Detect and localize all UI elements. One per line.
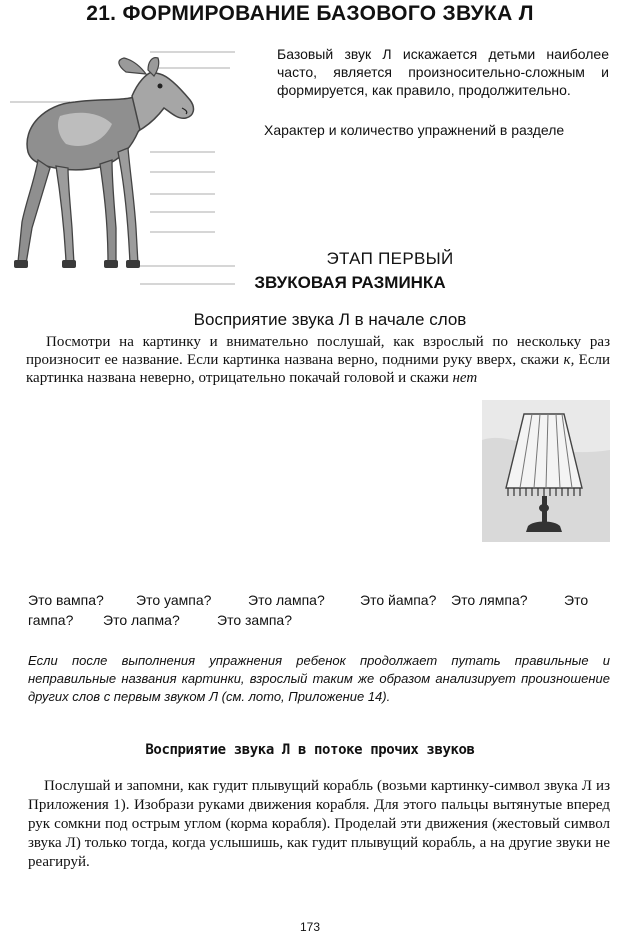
paragraph-italic-1: к,: [563, 352, 575, 368]
question-item: Это зампа?: [217, 612, 292, 628]
section-2-text: Послушай и запомни, как гудит плывущий корабль (возьми картинку-символ звука Л из Приложения 1). Изобрази руками движения корабля. Для этого пальцы вытянутые вперед рук сомкни под острым углом (корма корабля). Проделай эти движения (жестовый символ звука Л) только тогда, когда услышишь, как гудит плывущий корабль, а на другие звуки не реагируй.: [28, 778, 610, 870]
question-item: Это: [564, 592, 589, 608]
moose-illustration: [0, 32, 240, 302]
section-heading-1: Восприятие звука Л в начале слов: [193, 310, 467, 329]
italic-note: Если после выполнения упражнения ребенок продолжает путать правильные и неправильные названия картинки, взрослый таким же образом анализирует произношение других слов с первым звуком Л (см. лото, Приложение 14).: [28, 653, 610, 704]
page-title: 21. ФОРМИРОВАНИЕ БАЗОВОГО ЗВУКА Л: [86, 2, 534, 25]
section-2-paragraph: [28, 777, 610, 872]
question-item: гампа?: [28, 612, 74, 628]
question-item: Это уампа?: [136, 592, 212, 608]
section-1-paragraph: [26, 333, 610, 387]
intro-paragraph: Базовый звук Л искажается детьми наиболее часто, является произносительно-сложным и формируется, как правило, продолжительно.: [277, 46, 609, 98]
question-item: Это лампа?: [248, 592, 325, 608]
stage-label: ЭТАП ПЕРВЫЙ: [326, 249, 454, 268]
stage-name: ЗВУКОВАЯ РАЗМИНКА: [254, 273, 446, 292]
question-item: Это лямпа?: [451, 592, 528, 608]
paragraph-mid-text: Если картинка названа неверно, отрицательно покачай головой и скажи: [26, 352, 610, 386]
paragraph-main-text: Посмотри на картинку и внимательно послушай, как взрослый по нескольку раз произносит ее название. Если картинка названа верно, подними руку вверх, скажи: [26, 334, 610, 368]
question-item: Это лапма?: [103, 612, 180, 628]
section-heading-2: Восприятие звука Л в потоке прочих звуков: [145, 742, 475, 758]
question-item: Это вампа?: [28, 592, 104, 608]
page-number: 173: [299, 920, 321, 934]
paragraph-italic-2: нет: [452, 370, 478, 386]
lamp-illustration: [482, 400, 610, 542]
intro-paragraph-2: Характер и количество упражнений в разделе: [264, 122, 565, 138]
question-item: Это йампа?: [360, 592, 437, 608]
